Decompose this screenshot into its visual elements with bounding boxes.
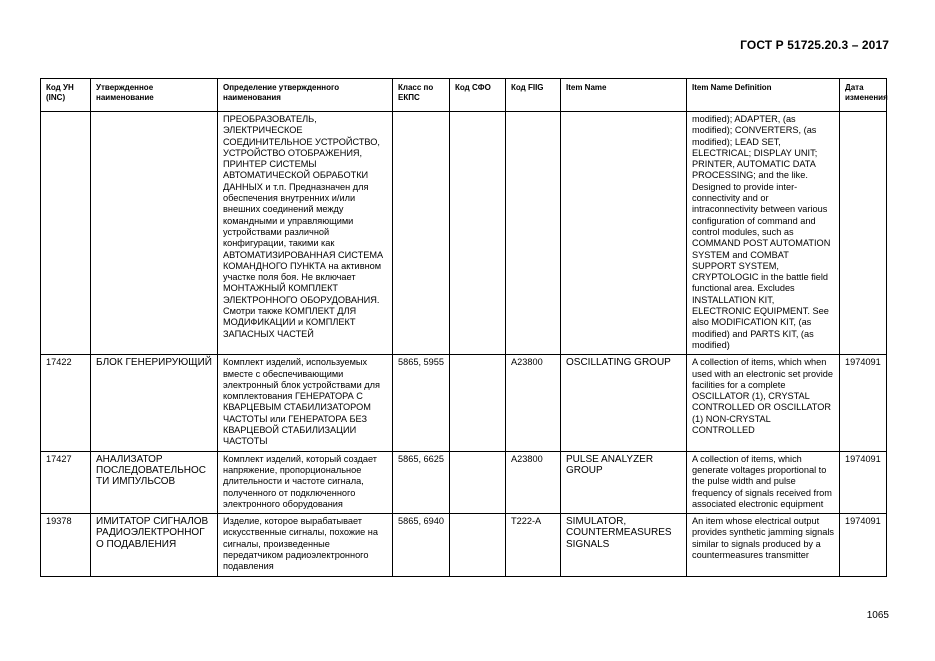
- cell-approved-name: ИМИТАТОР СИГНАЛОВ РАДИОЭЛЕКТРОННОГ О ПОДАВЛЕНИЯ: [91, 514, 218, 576]
- col-header-item-definition: Item Name Definition: [687, 79, 840, 112]
- cell-inc: 19378: [41, 514, 91, 576]
- cell-class: [393, 112, 450, 355]
- cell-approved-name: БЛОК ГЕНЕРИРУЮЩИЙ: [91, 355, 218, 451]
- table-row: [41, 514, 887, 576]
- cell-inc: 17427: [41, 451, 91, 513]
- cell-date: 1974091: [840, 451, 887, 513]
- col-header-class: Класс по ЕКПС: [393, 79, 450, 112]
- cell-sfo: [450, 355, 506, 451]
- col-header-approved-name: Утвержденное наименование: [91, 79, 218, 112]
- cell-inc: 17422: [41, 355, 91, 451]
- items-table: [40, 78, 887, 577]
- cell-date: 1974091: [840, 355, 887, 451]
- col-header-date: Дата изменения: [840, 79, 887, 112]
- cell-approved-name: АНАЛИЗАТОР ПОСЛЕДОВАТЕЛЬНОС ТИ ИМПУЛЬСОВ: [91, 451, 218, 513]
- cell-item-definition: An item whose electrical output provides synthetic jamming signals similar to signals produced by a countermeasures transmitter: [687, 514, 840, 576]
- cell-definition: ПРЕОБРАЗОВАТЕЛЬ, ЭЛЕКТРИЧЕСКОЕ СОЕДИНИТЕЛЬНОЕ УСТРОЙСТВО, УСТРОЙСТВО ОТОБРАЖЕНИЯ, ПРИНТЕР СИСТЕМЫ АВТОМАТИЧЕСКОЙ ОБРАБОТКИ ДАННЫХ и т.п. Предназначен для обеспечения внутренних и/или внешних соединений между командными и управляющими устройствами различной конфигурации, такими как АВТОМАТИЗИРОВАННАЯ СИСТЕМА КОМАНДНОГО ПУНКТА на активном участке поля боя. Не включает МОНТАЖНЫЙ КОМПЛЕКТ ЭЛЕКТРОННОГО ОБОРУДОВАНИЯ. Смотри также КОМПЛЕКТ ДЛЯ МОДИФИКАЦИИ и КОМПЛЕКТ ЗАПАСНЫХ ЧАСТЕЙ: [218, 112, 393, 355]
- cell-sfo: [450, 514, 506, 576]
- cell-item-definition: A collection of items, which generate voltages proportional to the pulse width and pulse frequency of signals received from associated electronic equipment: [687, 451, 840, 513]
- col-header-sfo: Код СФО: [450, 79, 506, 112]
- col-header-definition: Определение утвержденного наименования: [218, 79, 393, 112]
- cell-fiig: [506, 112, 561, 355]
- cell-date: [840, 112, 887, 355]
- document-code: ГОСТ Р 51725.20.3 – 2017: [740, 38, 889, 52]
- cell-fiig: A23800: [506, 451, 561, 513]
- col-header-fiig: Код FIIG: [506, 79, 561, 112]
- cell-approved-name: [91, 112, 218, 355]
- table-row: [41, 112, 887, 355]
- cell-date: 1974091: [840, 514, 887, 576]
- cell-item-name: [561, 112, 687, 355]
- cell-inc: [41, 112, 91, 355]
- cell-item-definition: modified); ADAPTER, (as modified); CONVERTERS, (as modified); LEAD SET, ELECTRICAL; DISPLAY UNIT; PRINTER, AUTOMATIC DATA PROCESSING; and the like. Designed to provide inter-connectivity and or intraconnectivity between various configuration of command and control modules, such as COMMAND POST AUTOMATION SYSTEM and COMBAT SUPPORT SYSTEM, CRYPTOLOGIC in the battle field functional area. Excludes INSTALLATION KIT, ELECTRONIC EQUIPMENT. See also MODIFICATION KIT, (as modified) and PARTS KIT, (as modified): [687, 112, 840, 355]
- page-number: 1065: [866, 610, 889, 621]
- table-header-row: [41, 79, 887, 112]
- cell-item-definition: A collection of items, which when used with an electronic set provide facilities for a complete OSCILLATOR (1), CRYSTAL CONTROLLED OR OSCILLATOR (1) NON-CRYSTAL CONTROLLED: [687, 355, 840, 451]
- cell-fiig: T222-A: [506, 514, 561, 576]
- cell-class: 5865, 6625: [393, 451, 450, 513]
- col-header-inc: Код УН (INC): [41, 79, 91, 112]
- cell-item-name: OSCILLATING GROUP: [561, 355, 687, 451]
- cell-fiig: A23800: [506, 355, 561, 451]
- cell-class: 5865, 6940: [393, 514, 450, 576]
- cell-item-name: PULSE ANALYZER GROUP: [561, 451, 687, 513]
- cell-class: 5865, 5955: [393, 355, 450, 451]
- cell-definition: Изделие, которое вырабатывает искусственные сигналы, похожие на сигналы, произведенные передатчиком радиоэлектронного подавления: [218, 514, 393, 576]
- table-row: [41, 451, 887, 513]
- cell-sfo: [450, 451, 506, 513]
- cell-item-name: SIMULATOR, COUNTERMEASURES SIGNALS: [561, 514, 687, 576]
- col-header-item-name: Item Name: [561, 79, 687, 112]
- cell-definition: Комплект изделий, который создает напряжение, пропорциональное длительности и частоте сигнала, полученного от подключенного электронного оборудования: [218, 451, 393, 513]
- cell-sfo: [450, 112, 506, 355]
- table-row: [41, 355, 887, 451]
- cell-definition: Комплект изделий, используемых вместе с обеспечивающими электронный блок устройствами для комплектования ГЕНЕРАТОРА С КВАРЦЕВЫМ СТАБИЛИЗАТОРОМ ЧАСТОТЫ или ГЕНЕРАТОРА БЕЗ КВАРЦЕВОЙ СТАБИЛИЗАЦИИ ЧАСТОТЫ: [218, 355, 393, 451]
